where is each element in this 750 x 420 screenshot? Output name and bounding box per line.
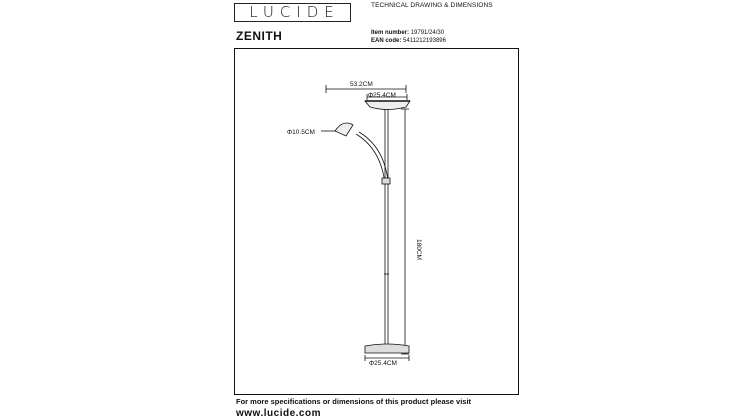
- item-number-label: Item number:: [371, 30, 410, 36]
- ean-label: EAN code:: [371, 38, 402, 44]
- lamp-drawing: [235, 49, 520, 396]
- top-diameter-label: Φ25.4CM: [368, 92, 396, 99]
- brand-logo-text: LUCIDE: [249, 3, 340, 21]
- height-label: 180CM: [415, 239, 422, 260]
- lamp-base: [365, 344, 409, 353]
- item-number-row: [371, 30, 444, 36]
- ean-value: 5411212193896: [403, 38, 446, 44]
- reading-head: [335, 123, 353, 136]
- item-number-value: 19791/24/30: [410, 30, 445, 36]
- ean-row: [371, 38, 446, 44]
- drawing-frame: [234, 48, 519, 395]
- footer-url[interactable]: www.lucide.com: [236, 408, 321, 419]
- product-name: ZENITH: [236, 29, 283, 43]
- brand-logo: [234, 3, 351, 22]
- width-label: 53.2CM: [350, 81, 373, 88]
- uplight-shade: [365, 101, 410, 110]
- footer-text: For more specifications or dimensions of this product please visit: [236, 397, 472, 406]
- base-diameter-label: Φ25.4CM: [369, 360, 397, 367]
- document-label: TECHNICAL DRAWING & DIMENSIONS: [371, 2, 493, 9]
- reading-diameter-label: Φ10.5CM: [287, 129, 315, 136]
